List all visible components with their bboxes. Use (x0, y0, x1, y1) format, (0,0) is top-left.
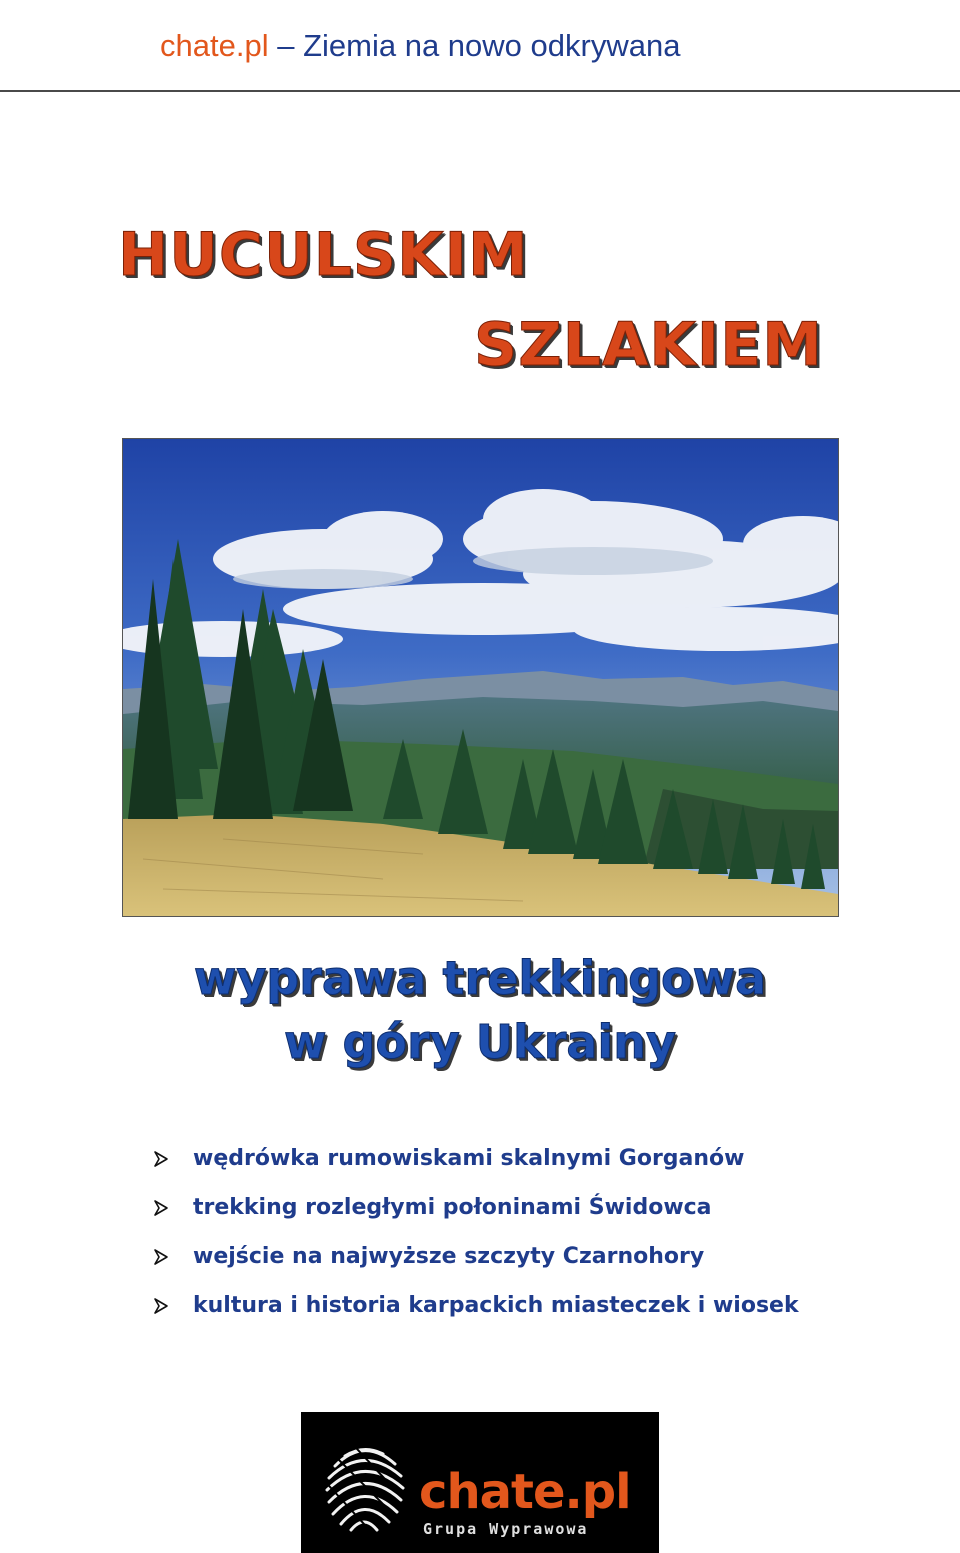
header-tagline: Ziemia na nowo odkrywana (303, 28, 681, 63)
list-item-text: wędrówka rumowiskami skalnymi Gorganów (193, 1146, 745, 1171)
mountain-photo (122, 438, 839, 917)
list-item-text: kultura i historia karpackich miasteczek i wiosek (193, 1293, 799, 1318)
mountain-landscape-image (123, 439, 838, 916)
arrow-bullet-icon (152, 1199, 170, 1217)
header-brand[interactable]: chate.pl (160, 28, 269, 63)
fingerprint-icon (315, 1426, 413, 1538)
list-item-text: trekking rozległymi połoninami Świdowca (193, 1195, 712, 1220)
page-header (0, 0, 960, 92)
header-dash: – (277, 28, 295, 63)
arrow-bullet-icon (152, 1248, 170, 1266)
title-line-2: SZLAKIEM (474, 310, 823, 380)
logo-name: chate.pl (419, 1464, 631, 1520)
title-line-1: HUCULSKIM (118, 220, 529, 290)
arrow-bullet-icon (152, 1150, 170, 1168)
subtitle-line-1: wyprawa trekkingowa (193, 951, 767, 1005)
logo-subtitle: Grupa Wyprawowa (423, 1520, 589, 1538)
chate-logo[interactable] (301, 1412, 659, 1553)
subtitle-line-2: w góry Ukrainy (284, 1015, 676, 1069)
header-line (160, 26, 680, 66)
arrow-bullet-icon (152, 1297, 170, 1315)
list-item-text: wejście na najwyższe szczyty Czarnohory (193, 1244, 705, 1269)
